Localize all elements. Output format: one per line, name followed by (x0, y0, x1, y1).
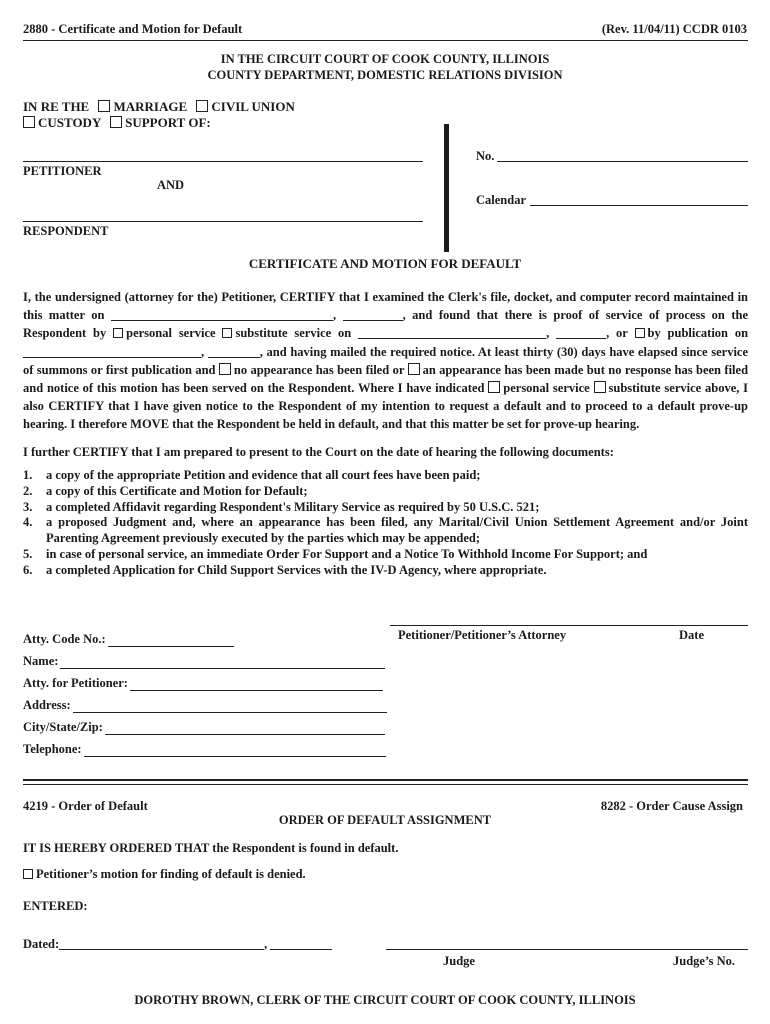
entered-label: ENTERED: (23, 899, 88, 913)
list-item (23, 563, 748, 579)
list-item-text: a completed Application for Child Support Services with the IV-D Agency, where appropriate. (46, 562, 547, 577)
telephone-label: Telephone: (23, 742, 82, 756)
appearance-filed-label: an appearance has been made but no response has been filed and notice of this motion has been served on the Respondent. Where I have indicated (23, 362, 749, 396)
custody-label: CUSTODY (38, 115, 101, 130)
calendar-field[interactable] (530, 205, 748, 206)
header-rule (23, 40, 748, 41)
address-label: Address: (23, 698, 71, 712)
form-id: 2880 - Certificate and Motion for Default (23, 22, 243, 36)
respondent-line[interactable] (23, 221, 423, 222)
certify-text-c: , and having mailed the required notice. At least thirty (30) days have elapsed since service of summons or first publication and (23, 344, 749, 377)
list-item-number: 4. (23, 515, 33, 530)
name-label: Name: (23, 654, 59, 668)
city-state-zip-row (23, 720, 385, 735)
personal-service-2-checkbox[interactable] (488, 381, 500, 393)
support-of-label: SUPPORT OF: (125, 115, 211, 130)
judge-signature-line[interactable] (386, 949, 748, 950)
certify-text-d: service above, I also CERTIFY that I have given notice to the Respondent of my intention to request a default and to proceed to a default prove-up hearing. I therefore MOVE that the Respondent be held in default, and that this matter be set for prove-up hearing. (23, 381, 749, 432)
documents-list (23, 468, 748, 579)
denied-row (23, 867, 306, 882)
certify-text-b: , and found that there is proof of service of process on the Respondent by (23, 308, 749, 341)
certify-text-a: I, the undersigned (attorney for the) Petitioner, CERTIFY that I examined the Clerk's file, docket, and computer record maintained in this matter on (23, 290, 748, 323)
judge-number-label: Judge’s No. (673, 954, 736, 968)
telephone-row (23, 742, 386, 757)
personal-service-checkbox[interactable] (113, 328, 123, 338)
list-item (23, 547, 748, 563)
address-field[interactable] (73, 701, 387, 713)
further-certify: I further CERTIFY that I am prepared to present to the Court on the date of hearing the following documents: (23, 445, 614, 459)
dated-label: Dated: (23, 937, 60, 951)
substitute-service-2-label: substitute (608, 381, 661, 396)
personal-service-2-label: personal service (503, 381, 590, 396)
support-of-checkbox[interactable] (110, 116, 122, 128)
atty-code-field[interactable] (108, 635, 234, 647)
order-default-code: 4219 - Order of Default (23, 799, 148, 813)
court-division: COUNTY DEPARTMENT, DOMESTIC RELATIONS DIVISION (207, 68, 563, 82)
name-row (23, 654, 385, 669)
atty-code-row (23, 632, 234, 647)
signature-date-label: Date (679, 628, 704, 642)
substitute-service-date-field[interactable] (358, 327, 546, 339)
atty-code-label: Atty. Code No.: (23, 632, 106, 646)
list-item (23, 468, 748, 484)
list-item (23, 484, 748, 500)
city-state-zip-field[interactable] (105, 723, 385, 735)
dated-field[interactable] (59, 938, 264, 950)
respondent-label: RESPONDENT (23, 224, 109, 238)
marriage-checkbox[interactable] (98, 100, 110, 112)
substitute-service-year-field[interactable] (556, 327, 606, 339)
court-name: IN THE CIRCUIT COURT OF COOK COUNTY, ILLINOIS (220, 52, 550, 66)
list-item-text: a copy of the appropriate Petition and evidence that all court fees have been paid; (46, 468, 481, 482)
petitioner-line[interactable] (23, 161, 423, 162)
publication-year-field[interactable] (208, 346, 260, 358)
calendar-label: Calendar (476, 193, 526, 207)
publication-label: by publication on (647, 326, 749, 341)
appearance-filed-checkbox[interactable] (408, 363, 420, 375)
civil-union-checkbox[interactable] (196, 100, 208, 112)
atty-for-petitioner-row (23, 676, 383, 691)
attorney-signature-label: Petitioner/Petitioner’s Attorney (398, 628, 567, 642)
motion-denied-checkbox[interactable] (23, 869, 33, 879)
city-state-zip-label: City/State/Zip: (23, 720, 103, 734)
publication-date-field[interactable] (23, 346, 201, 358)
list-item-number: 3. (23, 499, 33, 514)
telephone-field[interactable] (84, 745, 386, 757)
case-type-row-2 (23, 115, 211, 131)
certify-paragraph: I, the undersigned (attorney for the) Petitioner, CERTIFY that I examined the Clerk's file, docket, and computer record maintained in this matter on , , and found that there is proof of service of process on the Respondent by personal service substitute service on , , or by publication on , , and having mailed the required notice. At least thirty (30) days have elapsed since service of summons or first publication and no appearance has been filed or an appearance has been made but no response has been filed and notice of this motion has been served on the Respondent. Where I have indicated personal service substitute service above, I also CERTIFY that I have given notice to the Respondent of my intention to request a default and to proceed to a default prove-up hearing. I therefore MOVE that the Respondent be held in default, and that this matter be set for prove-up hearing. (23, 290, 749, 432)
list-item-number: 2. (23, 483, 33, 498)
no-appearance-checkbox[interactable] (219, 363, 231, 375)
publication-checkbox[interactable] (635, 328, 645, 338)
form-title: CERTIFICATE AND MOTION FOR DEFAULT (248, 256, 522, 271)
case-number-field[interactable] (497, 161, 748, 162)
order-cause-assign-code: 8282 - Order Cause Assign (600, 799, 743, 813)
substitute-service-checkbox[interactable] (222, 328, 232, 338)
list-item-text: a copy of this Certificate and Motion for Default; (46, 483, 308, 498)
no-appearance-label: no appearance has been filed or (233, 362, 405, 377)
examined-year-field[interactable] (343, 309, 403, 321)
civil-union-label: CIVIL UNION (211, 99, 295, 114)
order-separator-bottom (23, 784, 748, 785)
clerk-footer: DOROTHY BROWN, CLERK OF THE CIRCUIT COURT OF COOK COUNTY, ILLINOIS (134, 993, 636, 1007)
order-statement: IT IS HEREBY ORDERED THAT the Respondent is found in default. (23, 841, 399, 855)
petitioner-label: PETITIONER (23, 164, 102, 178)
list-item-number: 1. (23, 468, 33, 482)
examined-date-field[interactable] (111, 309, 333, 321)
atty-for-petitioner-label: Atty. for Petitioner: (23, 676, 128, 690)
substitute-service-2-checkbox[interactable] (594, 381, 606, 393)
address-row (23, 698, 387, 713)
judge-label: Judge (443, 954, 475, 968)
list-item (23, 515, 748, 547)
marriage-label: MARRIAGE (113, 99, 188, 114)
list-item-text: a completed Affidavit regarding Respondent's Military Service as required by 50 U.S.C. 521; (46, 499, 540, 514)
motion-denied-label: Petitioner’s motion for finding of default is denied. (36, 867, 306, 881)
case-number-label: No. (476, 149, 495, 163)
list-item-number: 5. (23, 546, 33, 561)
list-item-text: in case of personal service, an immediate Order For Support and a Notice To Withhold Income For Support; and (46, 546, 648, 561)
case-type-row-1 (23, 99, 295, 115)
order-separator-top (23, 779, 748, 781)
list-item-number: 6. (23, 562, 33, 577)
or-text: , or (606, 326, 628, 341)
revision-code: (Rev. 11/04/11) CCDR 0103 (601, 22, 747, 36)
custody-checkbox[interactable] (23, 116, 35, 128)
and-label: AND (157, 178, 185, 192)
order-title: ORDER OF DEFAULT ASSIGNMENT (278, 813, 492, 827)
name-field[interactable] (60, 657, 385, 669)
personal-service-label: personal service (126, 326, 216, 341)
attorney-signature-line[interactable] (390, 625, 748, 626)
substitute-service-label: substitute service on (235, 326, 352, 341)
dated-row: Dated: , (23, 937, 332, 952)
list-item-text: a proposed Judgment and, where an appearance has been filed, any Marital/Civil Union Settlement Agreement and/or Joint Parenting Agreement previously executed by the parties which may be appended; (46, 515, 748, 546)
list-item (23, 500, 748, 516)
dated-year-field[interactable] (270, 938, 332, 950)
atty-for-petitioner-field[interactable] (130, 679, 383, 691)
caption-divider (444, 124, 449, 252)
in-re-label: IN RE THE (23, 99, 90, 114)
